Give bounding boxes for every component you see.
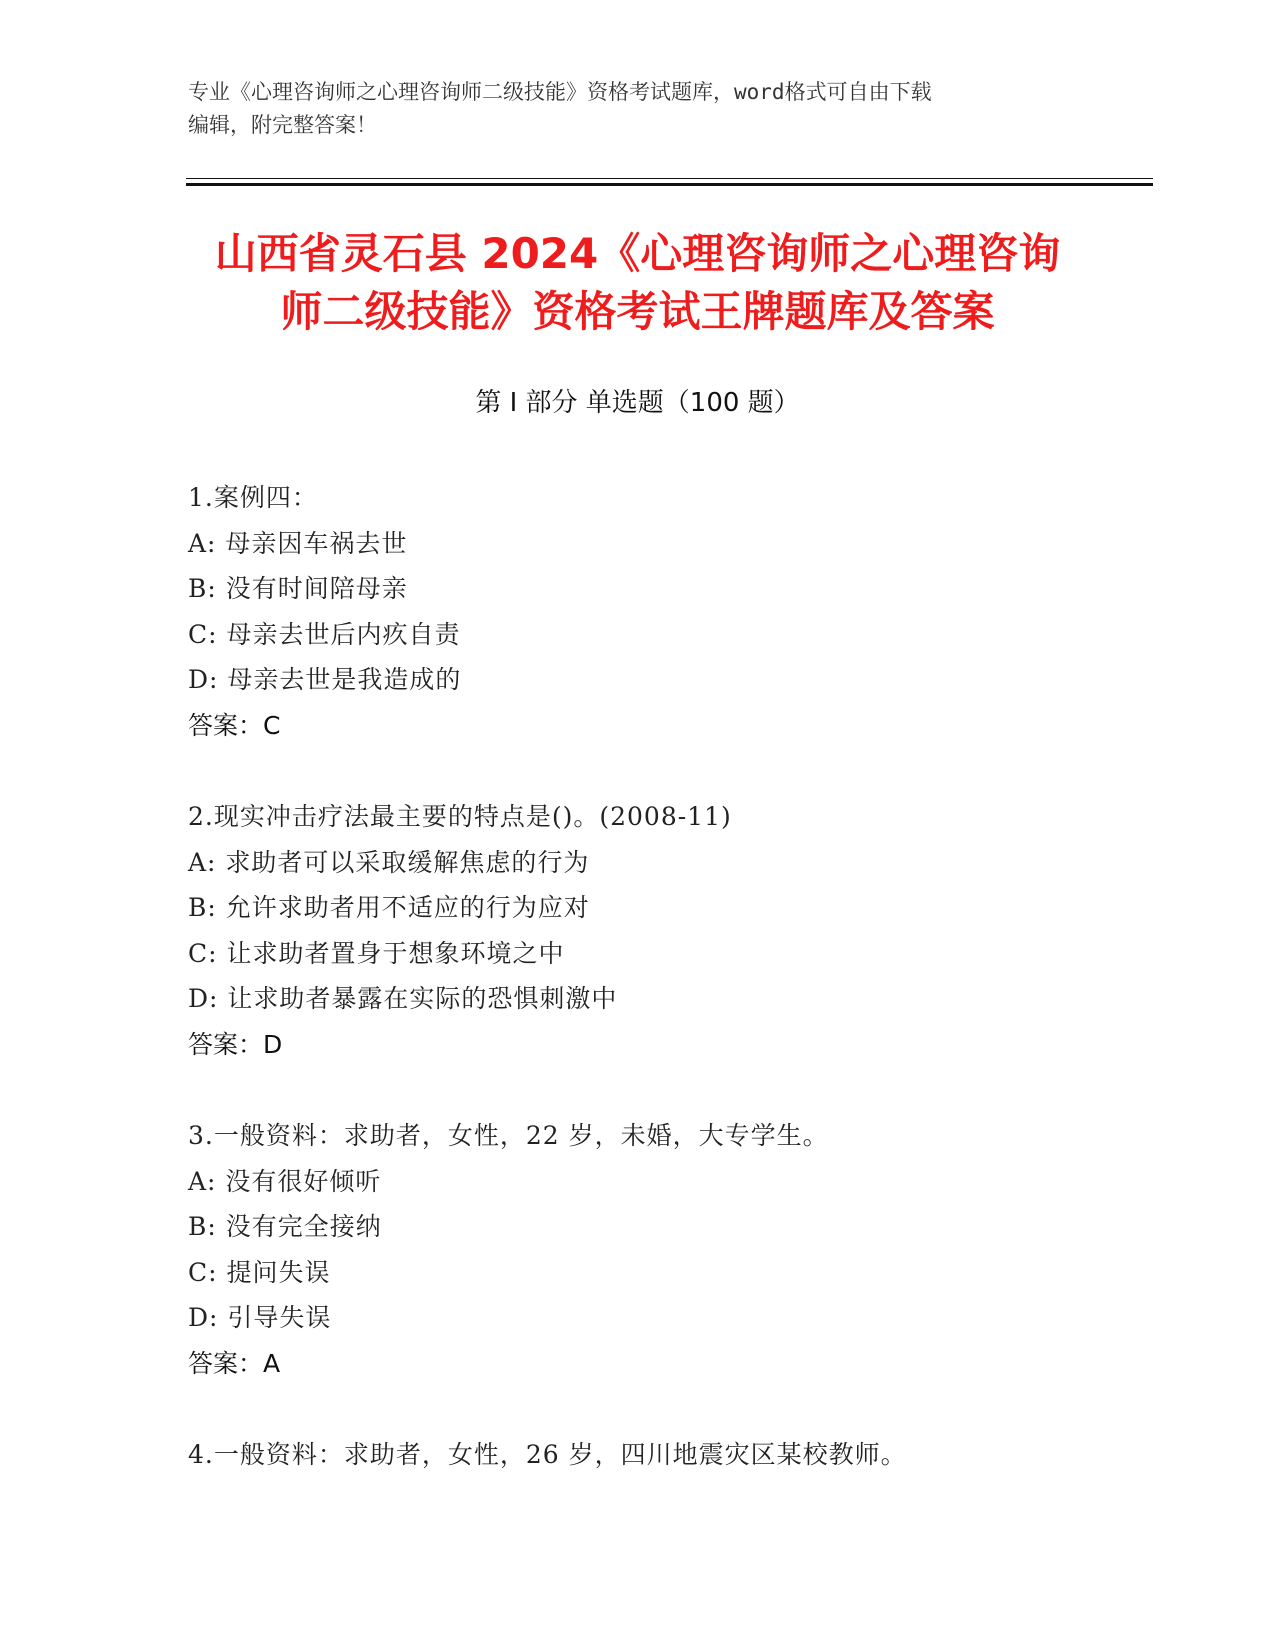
option-a: A: 没有很好倾听 <box>188 1166 382 1196</box>
header-divider-thin <box>186 178 1153 179</box>
option-b: B: 没有完全接纳 <box>188 1212 382 1241</box>
header-divider-thick <box>186 183 1153 186</box>
question-4 <box>188 1432 1148 1478</box>
option-a: A: 母亲因车祸去世 <box>188 528 408 558</box>
header-note <box>188 76 1088 142</box>
option-c: C: 让求助者置身于想象环境之中 <box>188 938 565 968</box>
question-stem: 2.现实冲击疗法最主要的特点是()。(2008-11) <box>188 802 732 831</box>
question-1 <box>188 475 1148 748</box>
answer: 答案：D <box>188 1029 283 1059</box>
question-stem: 1.案例四： <box>188 483 318 512</box>
option-b: B: 允许求助者用不适应的行为应对 <box>188 893 590 922</box>
option-b: B: 没有时间陪母亲 <box>188 574 408 603</box>
question-3 <box>188 1113 1148 1386</box>
option-c: C: 提问失误 <box>188 1257 331 1287</box>
header-note-line-2: 编辑，附完整答案！ <box>188 113 377 137</box>
question-stem: 4.一般资料：求助者，女性，26 岁，四川地震灾区某校教师。 <box>188 1440 907 1469</box>
answer: 答案：A <box>188 1348 281 1378</box>
document-title-line-1: 山西省灵石县 2024《心理咨询师之心理咨询 <box>214 229 1061 278</box>
option-d: D: 让求助者暴露在实际的恐惧刺激中 <box>188 984 618 1013</box>
question-list <box>188 475 1148 1524</box>
option-d: D: 引导失误 <box>188 1303 332 1332</box>
document-title-line-2: 师二级技能》资格考试王牌题库及答案 <box>280 287 995 336</box>
section-heading: 第 I 部分 单选题（100 题） <box>475 388 800 418</box>
option-c: C: 母亲去世后内疚自责 <box>188 619 461 649</box>
question-stem: 3.一般资料：求助者，女性，22 岁，未婚，大专学生。 <box>188 1121 829 1150</box>
header-note-line-1: 专业《心理咨询师之心理咨询师二级技能》资格考试题库，word格式可自由下载 <box>188 80 932 104</box>
option-a: A: 求助者可以采取缓解焦虑的行为 <box>188 847 590 877</box>
answer: 答案：C <box>188 710 281 740</box>
question-2 <box>188 794 1148 1067</box>
document-title <box>140 225 1135 341</box>
option-d: D: 母亲去世是我造成的 <box>188 665 462 694</box>
